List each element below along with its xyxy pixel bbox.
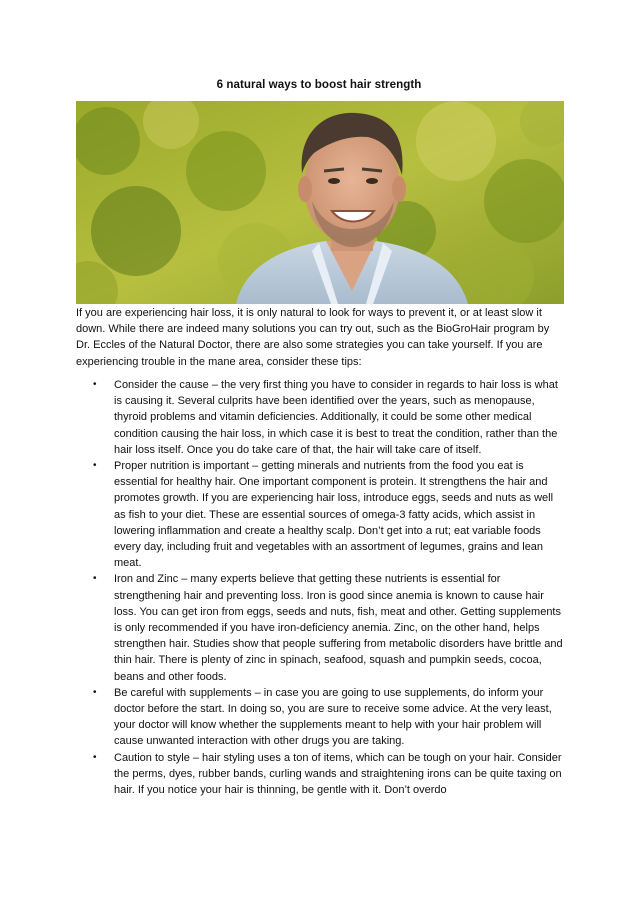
- list-item: [76, 750, 566, 799]
- photo-illustration: [76, 101, 564, 304]
- list-item: [76, 458, 566, 571]
- bullet-icon: •: [93, 573, 97, 585]
- list-item: [76, 571, 566, 684]
- tip-text: Consider the cause – the very first thing you have to consider in regards to hair loss is what is causing it. Several culprits have been identified over the years, such as menopause, thyroid problems and vitamin deficiencies. Additionally, it could be some other medical condition causing the hair loss, in which case it is best to treat the condition, rather than the hair loss itself. Once you do take care of that, the hair will take care of itself.: [114, 379, 558, 456]
- intro-paragraph: If you are experiencing hair loss, it is only natural to look for ways to prevent it, or at least slow it down. While there are indeed many solutions you can try out, such as the BioGroHair program by Dr. Eccles of the Natural Doctor, there are also some strategies you can take yourself. If you are experiencing trouble in the mane area, consider these tips:: [76, 307, 550, 368]
- bullet-icon: •: [93, 460, 97, 472]
- bullet-icon: •: [93, 751, 97, 763]
- list-item: [76, 685, 566, 750]
- list-item: [76, 377, 566, 458]
- tip-text: Iron and Zinc – many experts believe that getting these nutrients is essential for strengthening hair and preventing loss. Iron is good since anemia is known to cause hair loss. You can get iron from eggs, seeds and nuts, fish, meat and other. Getting supplements is only recommended if you have iron-deficiency anemia. Zinc, on the other hand, helps strengthen hair. Studies show that people suffering from metabolic disorders have brittle and thin hair. There is plenty of zinc in spinach, seafood, squash and pumpkin seeds, cocoa, beans and other foods.: [114, 573, 563, 683]
- tip-text: Caution to style – hair styling uses a ton of items, which can be tough on your hair. Consider the perms, dyes, rubber bands, curling wands and straightening irons can be quite taxing on hair. If you notice your hair is thinning, be gentle with it. Don’t overdo: [114, 751, 562, 797]
- bullet-icon: •: [93, 379, 97, 390]
- page-title: 6 natural ways to boost hair strength: [216, 78, 422, 91]
- tip-text: Be careful with supplements – in case you are going to use supplements, do inform your doctor before the start. In doing so, you are sure to receive some advice. At the very least, your doctor will know whether the supplements meant to help with your hair problem will cause unwanted interaction with other drugs you are taking.: [114, 686, 552, 748]
- bullet-icon: •: [93, 686, 97, 698]
- smiling-man-photo: [76, 101, 564, 304]
- tip-text: Proper nutrition is important – getting minerals and nutrients from the food you eat is essential for healthy hair. One important component is protein. It strengthens the hair and promotes growth. If you are experiencing hair loss, introduce eggs, seeds and nuts as well as fish to your diet. These are essential sources of omega-3 fatty acids, which assist in lowering inflammation and create a healthy scalp. Don’t get into a rut; eat variable foods every day, including fruit and vegetables with an assortment of legumes, grains and lean meat.: [114, 460, 554, 570]
- tips-list: [76, 377, 566, 798]
